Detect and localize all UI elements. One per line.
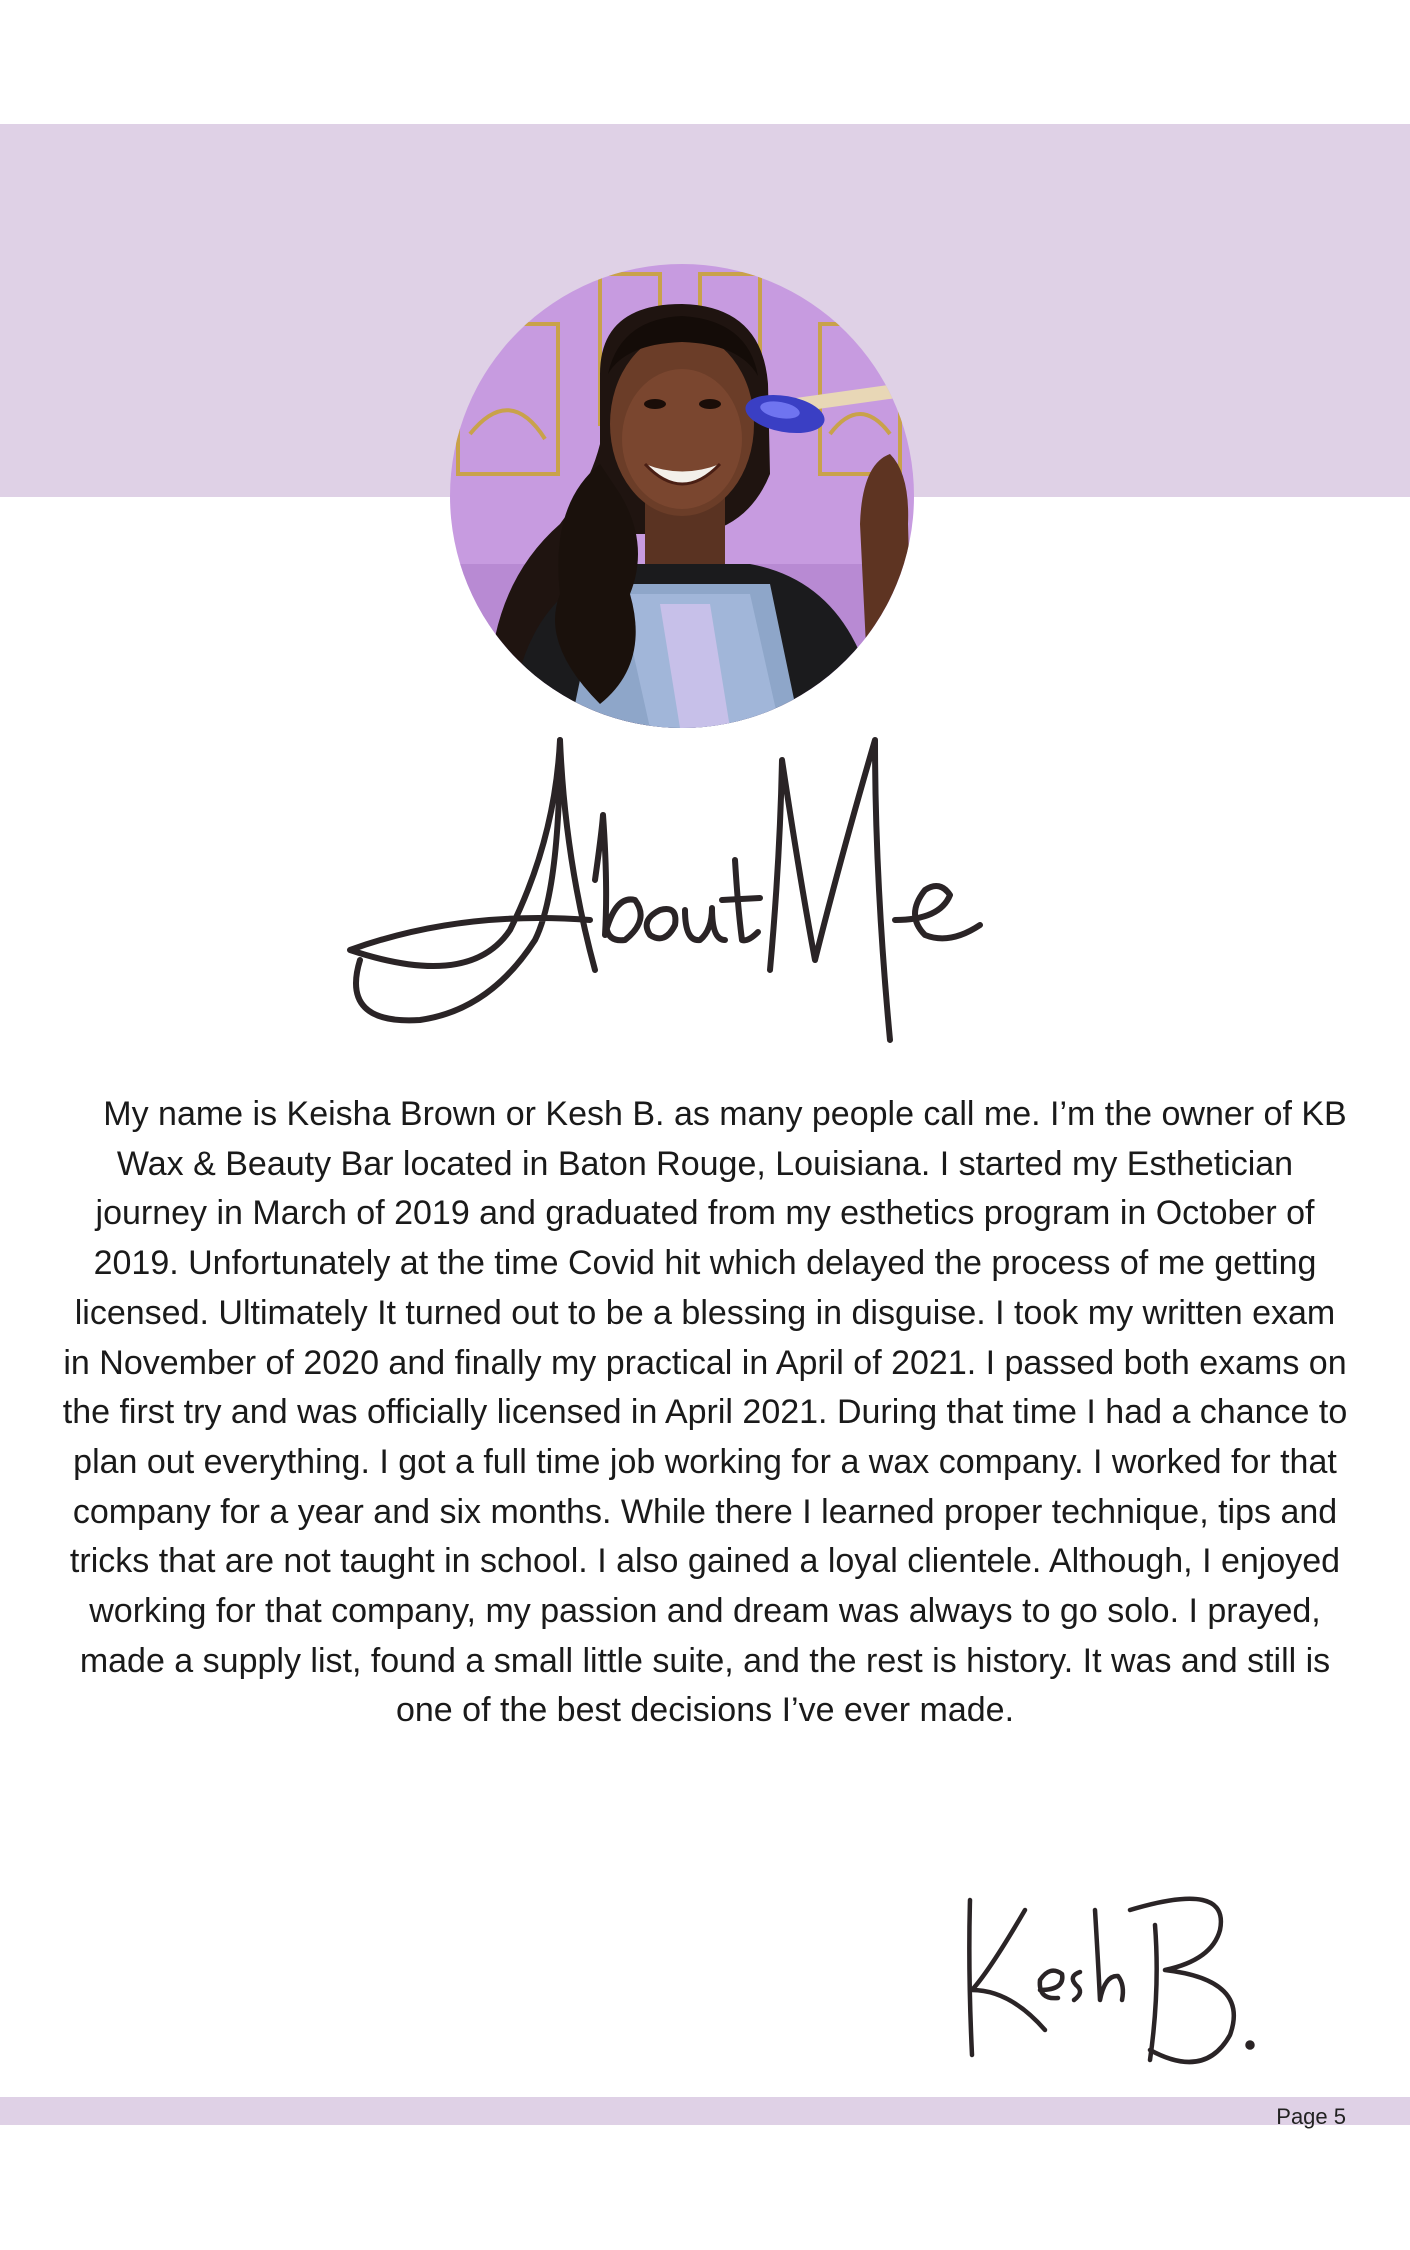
page-number: Page 5 — [1276, 2104, 1346, 2129]
signature-script-lettering — [950, 1870, 1280, 2070]
about-me-heading — [340, 720, 1040, 1070]
bottom-decorative-band — [0, 2097, 1410, 2125]
bio-paragraph: My name is Keisha Brown or Kesh B. as many people call me. I’m the owner of KB Wax & Beauty Bar located in Baton Rouge, Louisiana. I started my Esthetician journey in March of 2019 and graduated from my esthetics program in October of 2019. Unfortunately at the time Covid hit which delayed the process of me getting licensed. Ultimately It turned out to be a blessing in disguise. I took my written exam in November of 2020 and finally my practical in April of 2021. I passed both exams on the first try and was officially licensed in April 2021. During that time I had a chance to plan out everything. I got a full time job working for a wax company. I worked for that company for a year and six months. While there I learned proper technique, tips and tricks that are not taught in school. I also gained a loyal clientele. Although, I enjoyed working for that company, my passion and dream was always to go solo. I prayed, made a supply list, found a small little suite, and the rest is history. It was and still is one of the best decisions I’ve ever made. — [62, 1095, 1348, 1730]
portrait-photo — [450, 264, 914, 728]
about-me-script-lettering — [340, 720, 1040, 1070]
signature — [950, 1870, 1280, 2070]
